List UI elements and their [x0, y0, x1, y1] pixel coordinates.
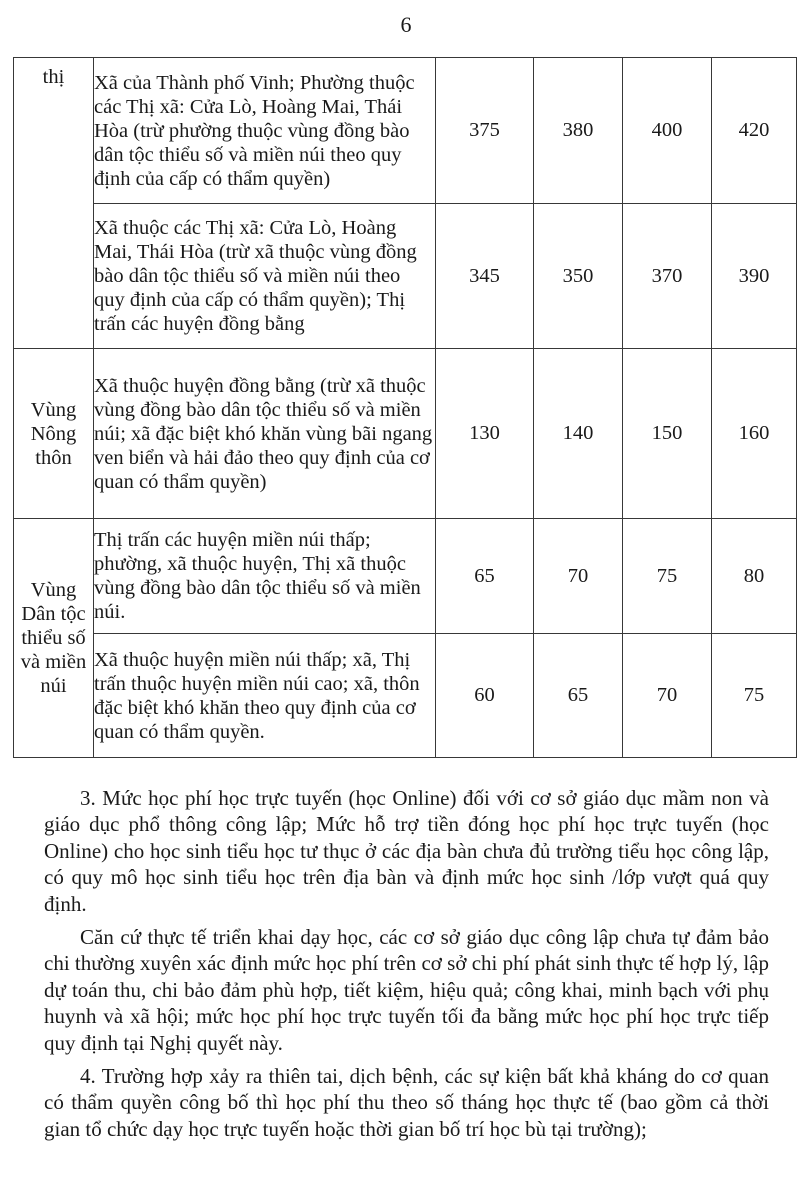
fee-value-cell: 420 [712, 58, 797, 204]
fee-value-cell: 160 [712, 349, 797, 519]
paragraph-force-majeure: 4. Trường hợp xảy ra thiên tai, dịch bệnh, các sự kiện bất khả kháng do cơ quan có thẩm quyền công bố thì học phí thu theo số tháng học thực tế (bao gồm cả thời gian tổ chức dạy học trực tuyến hoặc thời gian bố trí học bù tại trường); [44, 1064, 769, 1141]
fee-value-cell: 150 [623, 349, 712, 519]
fee-value-cell: 370 [623, 204, 712, 349]
region-cell-rural: Vùng Nông thôn [14, 349, 94, 519]
table-row [14, 349, 797, 519]
fee-value-cell: 130 [436, 349, 534, 519]
fee-value-cell: 75 [712, 634, 797, 758]
table-row [14, 204, 797, 349]
region-cell-urban: thị [14, 58, 94, 349]
area-description-cell: Xã thuộc huyện miền núi thấp; xã, Thị trấn thuộc huyện miền núi cao; xã, thôn đặc biệt khó khăn theo quy định của cơ quan có thẩm quyền. [94, 634, 436, 758]
region-cell-ethnic-minority: Vùng Dân tộc thiểu số và miền núi [14, 519, 94, 758]
fee-value-cell: 60 [436, 634, 534, 758]
fee-value-cell: 400 [623, 58, 712, 204]
fee-value-cell: 390 [712, 204, 797, 349]
fee-value-cell: 380 [534, 58, 623, 204]
fee-value-cell: 65 [436, 519, 534, 634]
fee-value-cell: 80 [712, 519, 797, 634]
fee-value-cell: 65 [534, 634, 623, 758]
fee-value-cell: 375 [436, 58, 534, 204]
fee-value-cell: 70 [623, 634, 712, 758]
fee-value-cell: 75 [623, 519, 712, 634]
table-row [14, 634, 797, 758]
table-row [14, 58, 797, 204]
fee-value-cell: 345 [436, 204, 534, 349]
fee-value-cell: 140 [534, 349, 623, 519]
page-number: 6 [400, 12, 412, 37]
area-description-cell: Thị trấn các huyện miền núi thấp; phường, xã thuộc huyện, Thị xã thuộc vùng đồng bào dân tộc thiểu số và miền núi. [94, 519, 436, 634]
fee-table [13, 57, 797, 758]
paragraph-online-fee: 3. Mức học phí học trực tuyến (học Online) đối với cơ sở giáo dục mầm non và giáo dục phổ thông công lập; Mức hỗ trợ tiền đóng học phí học trực tuyến (học Online) cho học sinh tiểu học tư thục ở các địa bàn chưa đủ trường tiểu học công lập, có quy mô học sinh tiểu học trên địa bàn và định mức học sinh /lớp vượt quá quy định. [44, 786, 769, 916]
area-description-cell: Xã thuộc huyện đồng bằng (trừ xã thuộc vùng đồng bào dân tộc thiểu số và miền núi; xã đặc biệt khó khăn vùng bãi ngang ven biển và hải đảo theo quy định của cơ quan có thẩm quyền) [94, 349, 436, 519]
paragraph-fee-basis: Căn cứ thực tế triển khai dạy học, các cơ sở giáo dục công lập chưa tự đảm bảo chi thường xuyên xác định mức học phí trên cơ sở chi phí phát sinh thực tế hợp lý, lập dự toán thu, chi bảo đảm phù hợp, tiết kiệm, hiệu quả; công khai, minh bạch với phụ huynh và xã hội; mức học phí học trực tuyến tối đa bằng mức học phí học trực tiếp quy định tại Nghị quyết này. [44, 925, 769, 1055]
body-text [44, 785, 769, 1149]
area-description-cell: Xã của Thành phố Vinh; Phường thuộc các Thị xã: Cửa Lò, Hoàng Mai, Thái Hòa (trừ phường thuộc vùng đồng bào dân tộc thiểu số và miền núi theo quy định của cấp có thẩm quyền) [94, 58, 436, 204]
area-description-cell: Xã thuộc các Thị xã: Cửa Lò, Hoàng Mai, Thái Hòa (trừ xã thuộc vùng đồng bào dân tộc thiểu số và miền núi theo quy định của cấp có thẩm quyền); Thị trấn các huyện đồng bằng [94, 204, 436, 349]
table-row [14, 519, 797, 634]
fee-value-cell: 70 [534, 519, 623, 634]
fee-value-cell: 350 [534, 204, 623, 349]
